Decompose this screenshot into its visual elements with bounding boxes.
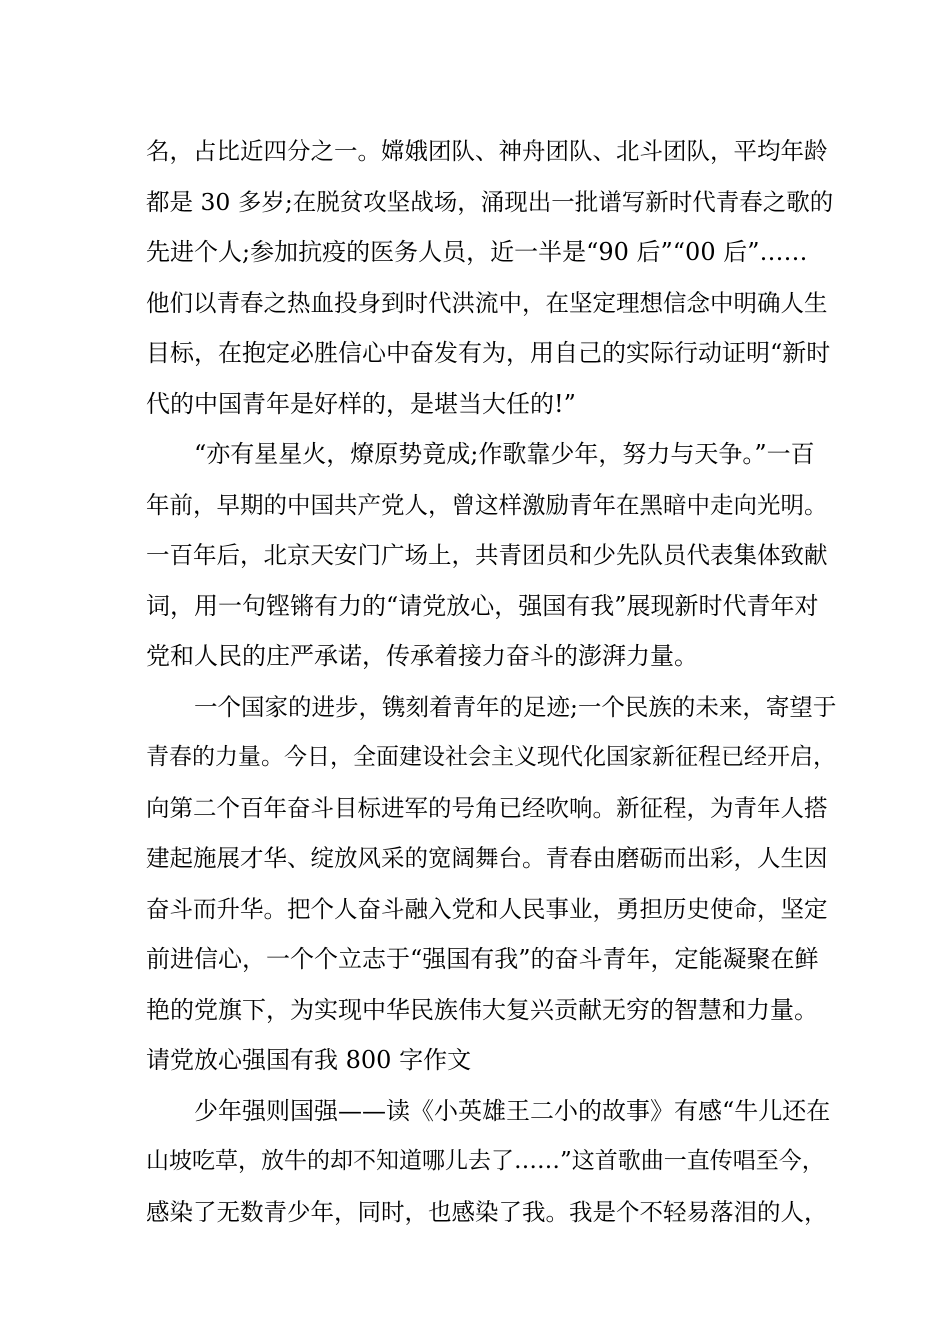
text-line: 山坡吃草，放牛的却不知道哪儿去了……”这首歌曲一直传唱至今， (146, 1148, 825, 1174)
text-line: 青春的力量。今日，全面建设社会主义现代化国家新征程已经开启， (146, 744, 836, 770)
text-line: 年前，早期的中国共产党人，曾这样激励青年在黑暗中走向光明。 (146, 490, 828, 519)
text-line: 向第二个百年奋斗目标进军的号角已经吹响。新征程，为青年人搭 (146, 793, 828, 822)
section-heading: 请党放心强国有我 800 字作文 (146, 1046, 472, 1074)
text-line: 一百年后，北京天安门广场上，共青团员和少先队员代表集体致献 (146, 541, 828, 569)
paragraph-first-line: 少年强则国强——读《小英雄王二小的故事》有感“牛儿还在 (194, 1096, 831, 1125)
paragraph-first-line: “亦有星星火，燎原势竟成;作歌靠少年，努力与天争。”一百 (194, 440, 815, 468)
text-line: 都是 30 多岁;在脱贫攻坚战场，涌现出一批谱写新时代青春之歌的 (146, 187, 834, 216)
paragraph-first-line: 一个国家的进步，镌刻着青年的足迹;一个民族的未来，寄望于 (194, 692, 837, 721)
text-line: 艳的党旗下，为实现中华民族伟大复兴贡献无穷的智慧和力量。 (146, 995, 818, 1024)
text-line: 名，占比近四分之一。嫦娥团队、神舟团队、北斗团队，平均年龄 (146, 137, 828, 165)
text-line: 他们以青春之热血投身到时代洪流中，在坚定理想信念中明确人生 (146, 288, 828, 317)
text-line: 先进个人;参加抗疫的医务人员，近一半是“90 后”“00 后”…… (146, 238, 808, 266)
text-line: 词，用一句铿锵有力的“请党放心，强国有我”展现新时代青年对 (146, 591, 819, 620)
text-line: 前进信心，一个个立志于“强国有我”的奋斗青年，定能凝聚在鲜 (146, 945, 819, 973)
text-line: 党和人民的庄严承诺，传承着接力奋斗的澎湃力量。 (146, 642, 698, 670)
text-line: 建起施展才华、绽放风采的宽阔舞台。青春由磨砺而出彩，人生因 (146, 844, 828, 872)
text-line: 目标，在抱定必胜信心中奋发有为，用自己的实际行动证明“新时 (146, 339, 831, 367)
text-line: 奋斗而升华。把个人奋斗融入党和人民事业，勇担历史使命，坚定 (146, 894, 828, 923)
document-body (146, 126, 836, 1237)
text-line: 代的中国青年是好样的，是堪当大任的!” (146, 389, 576, 418)
text-line: 感染了无数青少年，同时，也感染了我。我是个不轻易落泪的人， (146, 1197, 828, 1226)
